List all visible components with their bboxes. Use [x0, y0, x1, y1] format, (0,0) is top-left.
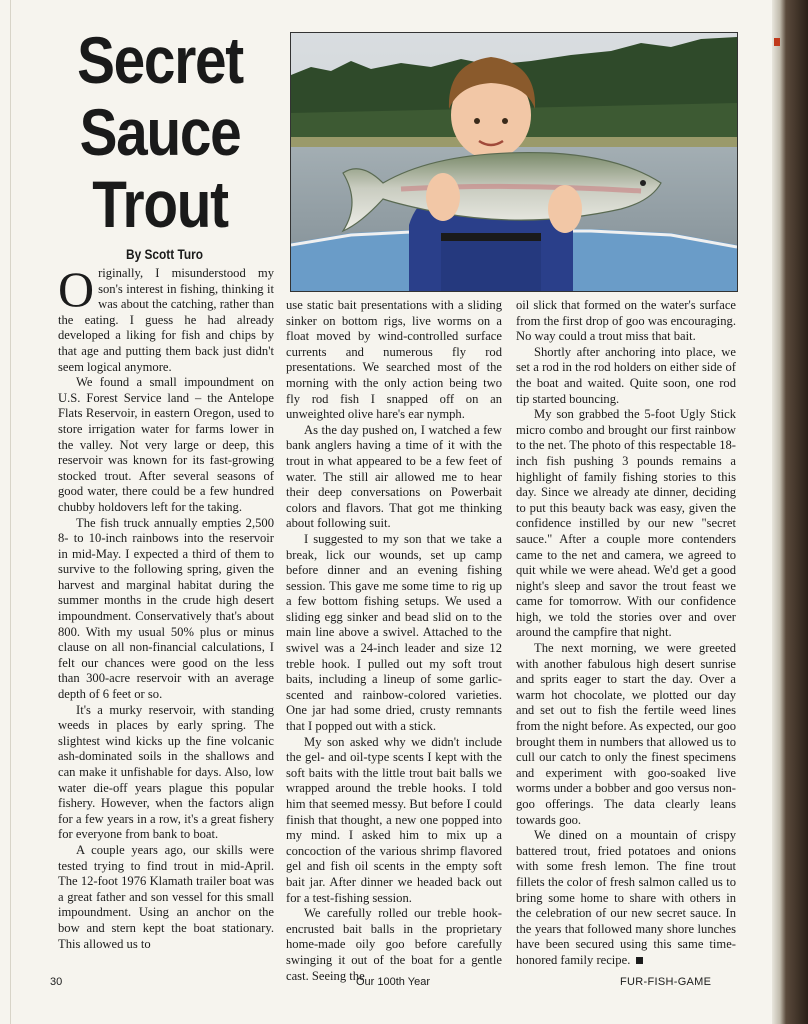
text-column-2: [286, 298, 502, 984]
article-paragraph: The fish truck annually empties 2,500 8- to 10-inch rainbows into the reservoir in mid-May. I expected a third of them to survive to the following spring, given the harvest and marginal habitat during the summer months in the crude high desert impoundment. Conservatively that's about 800. With my usual 50% plus or minus clause on all non-financial calculations, I felt our chances were good on the less than 300-acre reservoir with an average depth of 6 feet or so.: [58, 515, 274, 702]
text-column-3: [516, 298, 736, 969]
magazine-name: FUR-FISH-GAME: [620, 976, 712, 988]
title-line: Secret: [77, 23, 243, 97]
page-number: 30: [50, 976, 63, 988]
boy-holding-trout-photo: [290, 32, 738, 292]
article-paragraph: Originally, I misunderstood my son's interest in fishing, thinking it was about the catching, rather than the eating. I guess he had already developed a liking for fish and chips by that age and putting them back just didn't seem logical anymore.: [58, 261, 274, 374]
article-paragraph: We found a small impoundment on U.S. Forest Service land – the Antelope Flats Reservoir, in eastern Oregon, used to store irrigation water for farms lower in the valley. Not very large or deep, this reservoir was known for its fast-growing stocked trout. After several seasons of good water, there could be a few hundred chubby holdovers left for the taking.: [58, 375, 274, 514]
title-line: Sauce: [79, 95, 241, 169]
article-paragraph: A couple years ago, our skills were tested trying to find trout in mid-April. The 12-foot 1976 Klamath trailer boat was a great father and son vessel for this small impoundment. Using an anchor on the bow and stern kept the boat stationary. This allowed us to: [58, 842, 274, 951]
article-paragraph: We dined on a mountain of crispy battered trout, fried potatoes and onions with some fresh lemon. The fine trout fillets the color of fresh salmon called us to bring some home to share with others in the celebration of our new secret sauce. In the years that followed many shore lunches have been secured using this same time-honored family recipe.: [516, 828, 736, 967]
article-paragraph: My son asked why we didn't include the gel- and oil-type scents I kept with the soft baits with the little trout bait balls we wrapped around the treble hooks. I told him that seemed messy. But before I could finish that thought, a new one popped into my mind. I asked him to mix up a concoction of the various shrimp flavored gel and fish oil scents in the empty soft bait jar. After dinner we headed back out for a test-fishing session.: [286, 734, 502, 905]
article-paragraph: The next morning, we were greeted with another fabulous high desert sunrise and sprits eager to start the day. Over a warm hot chocolate, we plotted our day and set out to fish the fertile weed lines from the night before. As expected, our goo brought them in numbers that allowed us to cull our catch to only the finest specimens and experiment with goo-soaked live worms under a bobber and goo versus non-goo offerings. The data clearly leans towards goo.: [516, 641, 736, 827]
article-paragraph: I suggested to my son that we take a break, lick our wounds, set up camp before dinner and an evening fishing session. This gave me some time to rig up a few bottom fishing setups. We used a sliding egg sinker and bead slid on to the main line above a swivel. Attached to the swivel was a 24-inch leader and size 12 treble hook. I pulled out my soft trout baits, including a lineup of some garlic-scented and rainbow-colored varieties. One jar had some dried, crusty remnants that I popped out with a stick.: [286, 531, 502, 734]
page-edge: [772, 0, 808, 1024]
article-paragraph: oil slick that formed on the water's surface from the first drop of goo was encouraging. No way could a trout miss that bait.: [516, 298, 736, 344]
article-paragraph: My son grabbed the 5-foot Ugly Stick micro combo and brought our first rainbow to the net. The photo of this respectable 18-inch fish pushing 3 pounds remains a highlight of family fishing stories to this day. Since we already ate dinner, deciding to put this beauty back was easy, given the confidence instilled by our new "secret sauce." After a couple more contenders came to the net and camera, we agreed to quit while we were ahead. We'd get a good night's sleep and savor the trout feast we came for tomorrow. With our confidence high, we told the stories over and over around the campfire that night.: [516, 407, 736, 640]
end-mark-icon: [636, 957, 643, 964]
article-paragraph: Shortly after anchoring into place, we set a rod in the rod holders on either side of the boat and waited. Quite soon, one rod tip started bouncing.: [516, 344, 736, 406]
drop-cap: O: [58, 261, 95, 317]
byline: By Scott Turo: [126, 247, 203, 262]
article-paragraph: use static bait presentations with a sliding sinker on bottom rigs, live worms on a float moved by wind-controlled surface currents and numerous fly rod presentations. We searched most of the morning with the only action being two fly rod fish I snapped off on an unweighted olive hare's ear nymph.: [286, 298, 502, 422]
text-column-1: [58, 261, 274, 952]
footer-tagline: Our 100th Year: [356, 976, 431, 988]
article-paragraph: It's a murky reservoir, with standing weeds in places by early spring. The slightest wind kicks up the fine volcanic ash-dominated soils in the shallows and can make it unfishable for days. Also, low water die-off years plague this popular fishery. However, when the factors align for a few years in a row, it's a great fishery for everyone from bank to boat.: [58, 702, 274, 842]
page-tab-marker: [774, 38, 780, 46]
article-paragraph: We carefully rolled our treble hook-encrusted bait balls in the proprietary home-made oily goo before carefully swinging it out of the boat for a gentle cast. Seeing the: [286, 906, 502, 983]
article-title: [48, 24, 272, 240]
article-paragraph: As the day pushed on, I watched a few bank anglers having a time of it with the trout in what appeared to be a few feet of water. The still air allowed me to hear their deep conversations on Powerbait colors and flavors. That got me thinking about following suit.: [286, 422, 502, 531]
title-line: Trout: [92, 167, 228, 241]
